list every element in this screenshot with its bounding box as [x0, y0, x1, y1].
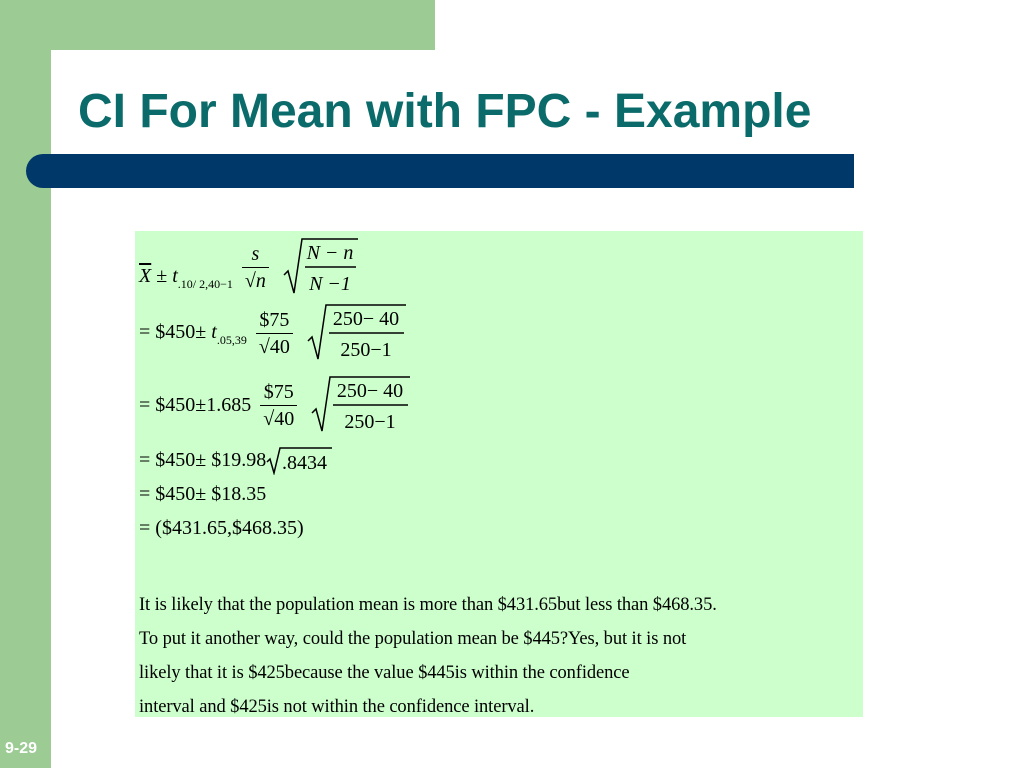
- fpc-radical: [306, 301, 406, 365]
- fpc-numerator: 250− 40: [332, 308, 399, 330]
- fpc-value-radical-graphic: [266, 445, 332, 475]
- fraction-denominator: 40: [274, 407, 295, 430]
- title-underline-bar: [26, 154, 854, 188]
- fpc-numerator: 250− 40: [337, 380, 404, 402]
- fraction-numerator: $75: [256, 307, 293, 334]
- fpc-radical-graphic: [306, 301, 406, 365]
- line3-lead: = $450±1.685: [139, 394, 252, 416]
- ci-calculation: [139, 235, 854, 549]
- fpc-radical: [310, 373, 410, 437]
- fpc-value: .8434: [282, 452, 328, 474]
- conclusion-line: To put it another way, could the population mean be $445?Yes, but it is not: [139, 629, 687, 649]
- sample-mean-symbol: $\overline{X}$: [139, 265, 152, 287]
- fpc-numerator: N − n: [306, 242, 354, 264]
- line2-lead: = $450±: [139, 321, 212, 343]
- fraction-denominator: 40: [269, 335, 290, 358]
- formula-line-1: [139, 235, 854, 301]
- s-symbol: s: [251, 242, 260, 265]
- formula-box: [135, 231, 863, 717]
- fpc-value-radical: [266, 445, 332, 475]
- formula-line-6: [139, 515, 854, 549]
- left-accent-bar: [0, 0, 51, 768]
- std-error-fraction: $\frac{\$75}{√40}$: [260, 379, 297, 432]
- std-error-fraction: $\frac{\$75}{√40}$: [256, 307, 293, 360]
- slide-title: CI For Mean with FPC - Example: [78, 85, 812, 138]
- fpc-denominator: 250−1: [344, 411, 396, 433]
- formula-line-4: [139, 445, 854, 481]
- n-symbol: n: [255, 269, 266, 292]
- t-subscript: .10/ 2,40−1: [177, 277, 233, 291]
- confidence-interval-result: = ($431.65,$468.35): [139, 517, 304, 540]
- fpc-radical: [282, 235, 358, 299]
- slide-number: 9-29: [5, 740, 38, 757]
- half-width-result: = $450± $18.35: [139, 483, 267, 506]
- formula-line-5: [139, 481, 854, 515]
- std-error-fraction: $\frac{s}{√n}$: [242, 241, 269, 294]
- fraction-numerator: $75: [260, 379, 297, 406]
- formula-line-2: [139, 301, 854, 373]
- conclusion-line: interval and $425is not within the confidence interval.: [139, 697, 535, 717]
- fpc-denominator: N −1: [308, 273, 351, 295]
- fpc-radical-graphic: [282, 235, 358, 299]
- fpc-denominator: 250−1: [340, 339, 392, 361]
- fpc-radical-graphic: [310, 373, 410, 437]
- top-accent-band: [51, 0, 435, 50]
- t-symbol: t: [172, 265, 178, 287]
- conclusion-text: [139, 588, 859, 724]
- line4-lead: = $450± $19.98: [139, 449, 267, 471]
- plus-minus: ±: [156, 265, 168, 287]
- t-subscript: .05,39: [216, 333, 247, 347]
- formula-line-3: [139, 373, 854, 445]
- conclusion-line: likely that it is $425because the value $445is within the confidence: [139, 663, 630, 683]
- conclusion-line: It is likely that the population mean is more than $431.65but less than $468.35.: [139, 595, 717, 615]
- t-symbol: t: [211, 321, 217, 343]
